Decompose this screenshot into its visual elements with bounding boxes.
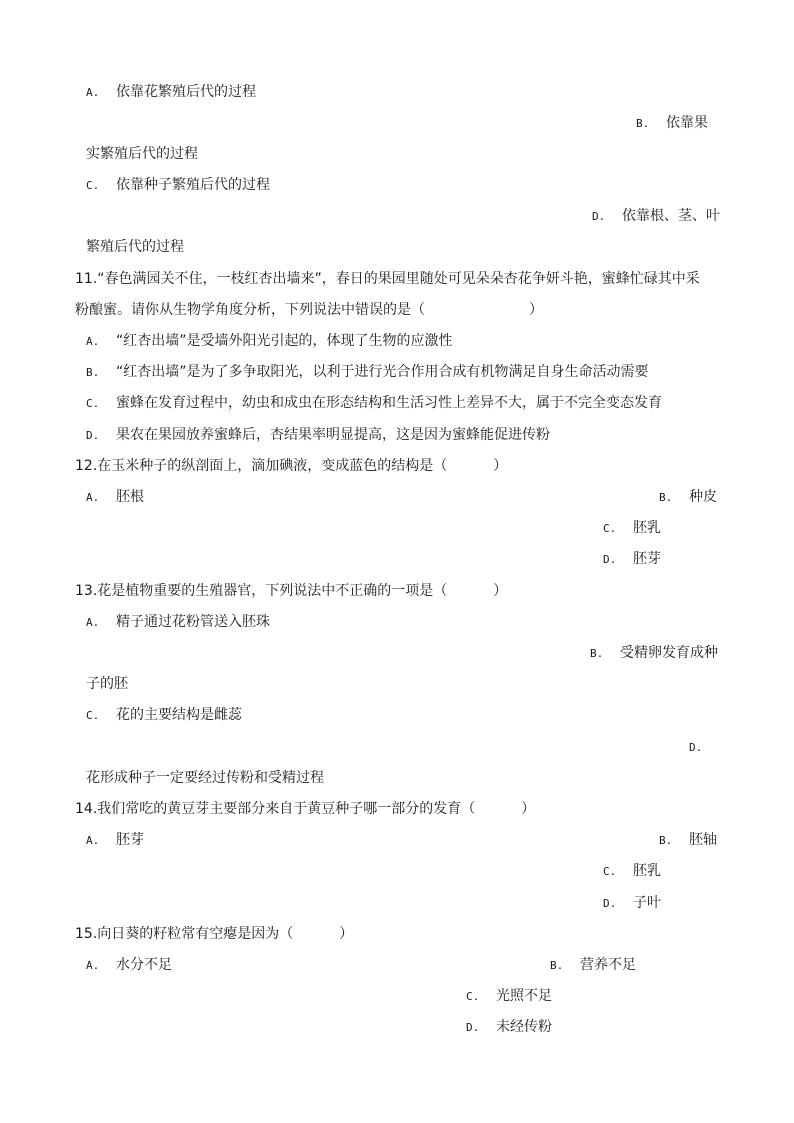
q13-option-c [86, 706, 242, 725]
option-letter: D. [603, 553, 617, 566]
option-letter: A. [86, 834, 100, 847]
option-text: 胚芽 [633, 551, 661, 567]
option-text: 受精卵发育成种 [620, 645, 718, 661]
question-number: 15. [75, 926, 98, 942]
question-stem: 花是植物重要的生殖器官，下列说法中不正确的一项是（ [97, 583, 448, 599]
answer-paren-close: ） [493, 583, 508, 599]
option-letter: C. [86, 179, 100, 192]
q12-option-a [86, 488, 144, 507]
option-text: 依靠根、茎、叶 [622, 208, 720, 224]
q11-option-d [86, 426, 550, 445]
question-number: 12. [75, 458, 98, 474]
q11-option-a [86, 332, 453, 351]
option-letter: D. [466, 1021, 480, 1034]
option-letter: A. [86, 86, 100, 99]
q13-option-a [86, 613, 270, 632]
option-text: 胚芽 [116, 832, 144, 848]
option-text: 种皮 [689, 489, 717, 505]
q14-option-b [659, 831, 717, 850]
answer-paren-close: ） [529, 302, 543, 318]
question-number: 14. [75, 801, 98, 817]
option-text: 依靠种子繁殖后代的过程 [116, 177, 270, 193]
option-letter: A. [86, 335, 100, 348]
option-text: 光照不足 [496, 988, 552, 1004]
option-letter: D. [603, 897, 617, 910]
q12-option-b [659, 488, 717, 507]
option-text: 营养不足 [580, 957, 636, 973]
answer-paren-close: ） [339, 926, 354, 942]
option-text: “红杏出墙”是为了多争取阳光，以利于进行光合作用合成有机物满足自身生命活动需要 [116, 364, 649, 380]
option-letter: A. [86, 959, 100, 972]
q14-option-a [86, 831, 144, 850]
q15-option-b [550, 956, 636, 975]
q15-option-c [466, 987, 552, 1006]
q12-option-d [603, 550, 661, 569]
option-text: 子叶 [633, 895, 661, 911]
question-stem: 粉酿蜜。请你从生物学角度分析，下列说法中错误的是（ [75, 302, 425, 318]
q10-option-c [86, 176, 270, 195]
option-letter: B. [636, 117, 650, 130]
q14-option-d [603, 894, 661, 913]
q10-option-d-continued: 繁殖后代的过程 [86, 239, 184, 255]
option-letter: C. [86, 397, 100, 410]
q13-stem [75, 582, 507, 600]
option-letter: A. [86, 491, 100, 504]
option-letter: D. [689, 741, 703, 754]
option-letter: B. [550, 959, 564, 972]
option-letter: B. [86, 366, 100, 379]
question-stem: 向日葵的籽粒常有空瘪是因为（ [97, 926, 294, 942]
option-text: 果农在果园放养蜜蜂后，杏结果率明显提高，这是因为蜜蜂能促进传粉 [116, 427, 550, 443]
option-text: 依靠花繁殖后代的过程 [116, 84, 256, 100]
question-stem: 我们常吃的黄豆芽主要部分来自于黄豆种子哪一部分的发育（ [97, 801, 476, 817]
option-text: 未经传粉 [496, 1019, 552, 1035]
question-number: 11. [75, 271, 98, 287]
option-letter: A. [86, 616, 100, 629]
q12-option-c [603, 519, 661, 538]
question-number: 13. [75, 583, 98, 599]
option-letter: C. [466, 990, 480, 1003]
q15-stem [75, 925, 353, 943]
option-letter: C. [603, 865, 617, 878]
q11-stem-line2 [75, 301, 543, 319]
option-text: 胚轴 [689, 832, 717, 848]
option-letter: D. [86, 429, 100, 442]
option-letter: C. [603, 522, 617, 535]
q13-option-d [689, 738, 719, 757]
option-text: 精子通过花粉管送入胚珠 [116, 614, 270, 630]
answer-paren-close: ） [493, 458, 508, 474]
q11-stem-line1 [75, 270, 700, 288]
option-text: 水分不足 [116, 957, 172, 973]
option-text: 花的主要结构是雌蕊 [116, 707, 242, 723]
option-letter: B. [590, 647, 604, 660]
option-text: 胚乳 [633, 863, 661, 879]
option-letter: B. [659, 834, 673, 847]
question-stem: 在玉米种子的纵剖面上，滴加碘液，变成蓝色的结构是（ [97, 458, 448, 474]
option-letter: D. [592, 210, 606, 223]
option-text: 依靠果 [666, 115, 708, 131]
option-text: “红杏出墙”是受墙外阳光引起的，体现了生物的应激性 [116, 333, 453, 349]
q10-option-d [592, 207, 720, 226]
option-text: 胚乳 [633, 520, 661, 536]
q13-option-b [590, 644, 718, 663]
q14-option-c [603, 862, 661, 881]
q15-option-a [86, 956, 172, 975]
option-text: 蜜蜂在发育过程中，幼虫和成虫在形态结构和生活习性上差异不大，属于不完全变态发育 [116, 395, 662, 411]
question-stem: “春色满园关不住，一枝红杏出墙来”，春日的果园里随处可见朵朵杏花争妍斗艳，蜜蜂忙碌其中采 [97, 271, 700, 287]
answer-paren-close: ） [521, 801, 536, 817]
option-letter: B. [659, 491, 673, 504]
q14-stem [75, 800, 535, 818]
q11-option-b [86, 363, 649, 382]
q10-option-b-continued: 实繁殖后代的过程 [86, 146, 198, 162]
q13-option-d-continued: 花形成种子一定要经过传粉和受精过程 [86, 770, 324, 786]
option-letter: C. [86, 709, 100, 722]
q13-option-b-continued: 子的胚 [86, 676, 128, 692]
q15-option-d [466, 1018, 552, 1037]
q12-stem [75, 457, 507, 475]
option-text: 胚根 [116, 489, 144, 505]
q10-option-b [636, 114, 708, 133]
q10-option-a [86, 83, 256, 102]
q11-option-c [86, 394, 662, 413]
